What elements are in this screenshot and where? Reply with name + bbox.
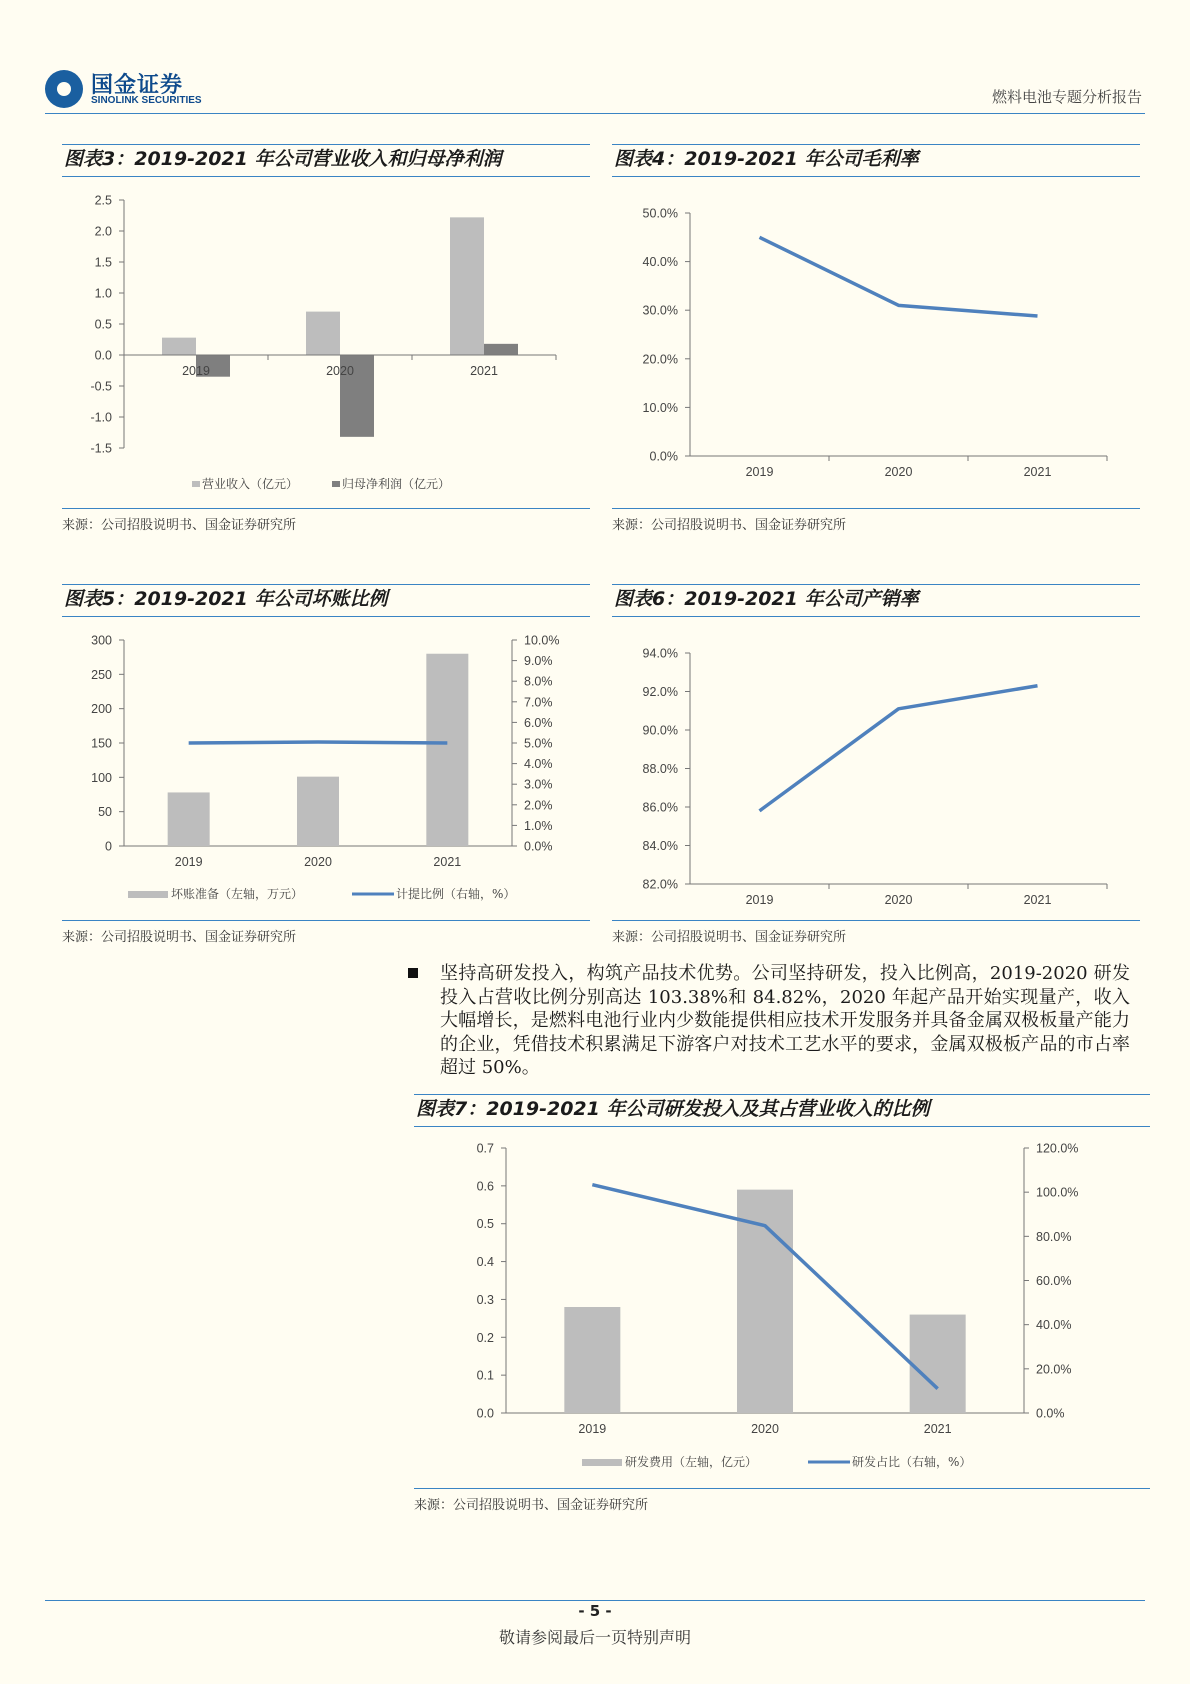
fig6-ytick-label: 86.0% (642, 800, 678, 815)
logo-icon (45, 70, 83, 108)
fig6-ytick-label: 94.0% (642, 646, 678, 661)
fig3-xtick-label: 2019 (182, 364, 210, 378)
fig7-source: 来源：公司招股说明书、国金证券研究所 (414, 1498, 649, 1513)
fig7-bar (910, 1315, 966, 1413)
fig3-source: 来源：公司招股说明书、国金证券研究所 (62, 518, 297, 533)
fig7-legend-label: 研发占比（右轴，%） (852, 1455, 972, 1469)
fig4-title-line (612, 176, 1140, 177)
fig5-bar (297, 777, 339, 846)
logo-text-en: SINOLINK SECURITIES (91, 95, 202, 106)
fig7-legend-swatch (582, 1459, 622, 1466)
fig7-ytick-label: 120.0% (1036, 1141, 1079, 1156)
disclaimer-note: 敬请参阅最后一页特别声明 (498, 1628, 691, 1647)
logo-text-cn: 国金证券 (91, 73, 184, 98)
fig4-xtick-label: 2021 (1023, 465, 1052, 479)
fig5-ytick-label: 7.0% (524, 695, 553, 710)
fig7-ytick-label: 0.4 (476, 1255, 494, 1270)
fig4-ytick-label: 40.0% (642, 255, 678, 270)
fig7-ytick-label: 0.5 (476, 1217, 494, 1232)
fig3-ytick-label: 1.5 (94, 255, 112, 270)
body-paragraph: 坚持高研发投入，构筑产品技术优势。公司坚持研发，投入比例高，2019-2020 研发投入占营收比例分别高达 103.38%和 84.82%，2020 年起产品开始实现量产，收入大幅增长，是燃料电池行业内少数能提供相应技术开发服务并具备金属双极板量产能力的企业，凭借技术积累满足下游客户对技术工艺水平的要求，金属双极板产品的市占率超过 50%。 (440, 963, 1130, 1078)
fig6-ytick-label: 90.0% (642, 723, 678, 738)
fig5-ytick-label: 50 (98, 805, 112, 820)
fig4-ytick-label: 20.0% (642, 352, 678, 367)
fig7-bar (737, 1190, 793, 1413)
fig7-ytick-label: 0.3 (476, 1292, 494, 1307)
fig7-ytick-label: 80.0% (1036, 1229, 1072, 1244)
fig3-ytick-label: -1.5 (90, 441, 112, 456)
fig5-chart (62, 620, 590, 916)
fig7-ytick-label: 60.0% (1036, 1274, 1072, 1288)
fig6-xtick-label: 2020 (884, 893, 913, 907)
fig3-legend-label: 归母净利润（亿元） (342, 477, 451, 491)
fig3-bar (450, 217, 484, 355)
fig5-ytick-label: 6.0% (524, 715, 553, 730)
fig5-xtick-label: 2020 (304, 855, 332, 869)
fig5-ytick-label: 9.0% (524, 654, 553, 669)
fig5-ytick-label: 0 (105, 839, 112, 854)
fig7-xtick-label: 2021 (923, 1422, 952, 1436)
fig6-title: 图表6：2019-2021 年公司产销率 (614, 588, 919, 610)
fig4-title: 图表4：2019-2021 年公司毛利率 (614, 148, 919, 170)
fig5-ytick-label: 100 (91, 770, 112, 785)
fig7-bar (564, 1307, 620, 1413)
fig4-chart (612, 180, 1140, 500)
fig3-bar (162, 338, 196, 355)
fig5-bar (168, 792, 210, 846)
fig6-xtick-label: 2019 (745, 893, 774, 907)
fig7-ytick-label: 0.7 (476, 1141, 494, 1156)
fig4-ytick-label: 0.0% (649, 449, 678, 464)
fig3-title-line (62, 176, 590, 177)
fig5-source: 来源：公司招股说明书、国金证券研究所 (62, 930, 297, 945)
fig5-ytick-label: 5.0% (524, 736, 553, 751)
fig5-ytick-label: 1.0% (524, 818, 553, 833)
fig7-ytick-label: 0.0% (1036, 1406, 1065, 1421)
fig5-title: 图表5：2019-2021 年公司坏账比例 (64, 588, 388, 610)
fig3-title: 图表3：2019-2021 年公司营业收入和归母净利润 (64, 148, 502, 170)
fig7-title: 图表7：2019-2021 年公司研发投入及其占营业收入的比例 (416, 1098, 930, 1120)
page-number: - 5 - (578, 1602, 612, 1620)
fig3-bottom-line (62, 508, 590, 509)
header-divider (45, 113, 1145, 114)
fig6-chart (612, 620, 1140, 916)
fig3-chart (62, 180, 590, 500)
fig3-ytick-label: 1.0 (94, 286, 112, 301)
fig3-legend-label: 营业收入（亿元） (202, 477, 299, 491)
fig5-ytick-label: 2.0% (524, 798, 553, 813)
report-title: 燃料电池专题分析报告 (991, 88, 1142, 106)
bullet-icon (408, 968, 418, 978)
fig6-title-line (612, 616, 1140, 617)
fig5-ytick-label: 150 (91, 736, 112, 751)
fig6-ytick-label: 82.0% (642, 877, 678, 892)
fig7-legend-label: 研发费用（左轴，亿元） (625, 1455, 758, 1469)
fig7-ytick-label: 0.0 (476, 1406, 494, 1421)
fig7-ytick-label: 20.0% (1036, 1362, 1072, 1377)
fig3-ytick-label: 0.5 (94, 317, 112, 332)
fig6-xtick-label: 2021 (1023, 893, 1052, 907)
fig5-ytick-label: 4.0% (524, 757, 553, 772)
fig5-bar (426, 654, 468, 846)
fig7-chart (414, 1130, 1150, 1482)
fig5-ytick-label: 3.0% (524, 777, 553, 792)
fig4-xtick-label: 2020 (884, 465, 913, 479)
fig4-ytick-label: 30.0% (642, 303, 678, 318)
fig5-ytick-label: 10.0% (524, 633, 560, 648)
footer-divider (45, 1600, 1145, 1601)
fig5-ytick-label: 250 (91, 667, 112, 682)
fig5-ytick-label: 200 (91, 702, 112, 717)
fig5-xtick-label: 2021 (433, 855, 462, 869)
fig6-ytick-label: 84.0% (642, 839, 678, 853)
fig3-ytick-label: -0.5 (90, 379, 112, 394)
fig6-series-line (760, 686, 1038, 811)
fig7-bottom-line (414, 1488, 1150, 1489)
fig7-xtick-label: 2019 (578, 1422, 607, 1436)
fig7-ytick-label: 40.0% (1036, 1318, 1072, 1333)
fig3-bar (484, 344, 518, 355)
fig5-title-line (62, 616, 590, 617)
fig3-xtick-label: 2020 (326, 364, 354, 378)
fig7-title-line (414, 1126, 1150, 1127)
fig3-ytick-label: 0.0 (94, 348, 112, 363)
fig3-bar (306, 312, 340, 355)
fig6-ytick-label: 92.0% (642, 685, 678, 699)
fig5-legend-label: 坏账准备（左轴，万元） (171, 887, 304, 901)
fig3-ytick-label: 2.0 (94, 224, 112, 239)
fig5-series-line (189, 742, 448, 743)
fig3-ytick-label: -1.0 (90, 410, 112, 425)
fig5-legend-swatch (128, 891, 168, 898)
fig5-ytick-label: 0.0% (524, 839, 553, 854)
fig6-bottom-line (612, 920, 1140, 921)
fig3-xtick-label: 2021 (470, 364, 498, 378)
fig4-bottom-line (612, 508, 1140, 509)
fig3-legend-swatch (192, 481, 200, 487)
fig6-source: 来源：公司招股说明书、国金证券研究所 (612, 930, 847, 945)
fig4-series-line (760, 237, 1038, 316)
fig4-xtick-label: 2019 (745, 465, 774, 479)
fig7-ytick-label: 0.1 (476, 1368, 494, 1383)
fig7-ytick-label: 0.2 (476, 1330, 494, 1345)
fig5-ytick-label: 8.0% (524, 674, 553, 689)
fig7-xtick-label: 2020 (751, 1422, 779, 1436)
fig7-ytick-label: 0.6 (476, 1179, 494, 1194)
fig5-xtick-label: 2019 (174, 855, 203, 869)
fig5-bottom-line (62, 920, 590, 921)
fig6-ytick-label: 88.0% (642, 762, 678, 776)
fig3-legend-swatch (332, 481, 340, 487)
fig7-ytick-label: 100.0% (1036, 1185, 1079, 1200)
fig4-source: 来源：公司招股说明书、国金证券研究所 (612, 518, 847, 533)
fig4-ytick-label: 10.0% (642, 400, 678, 415)
fig5-legend-label: 计提比例（右轴，%） (396, 887, 516, 901)
fig5-ytick-label: 300 (91, 633, 112, 648)
fig4-ytick-label: 50.0% (642, 206, 678, 221)
fig3-ytick-label: 2.5 (94, 193, 112, 208)
company-logo (45, 68, 215, 110)
